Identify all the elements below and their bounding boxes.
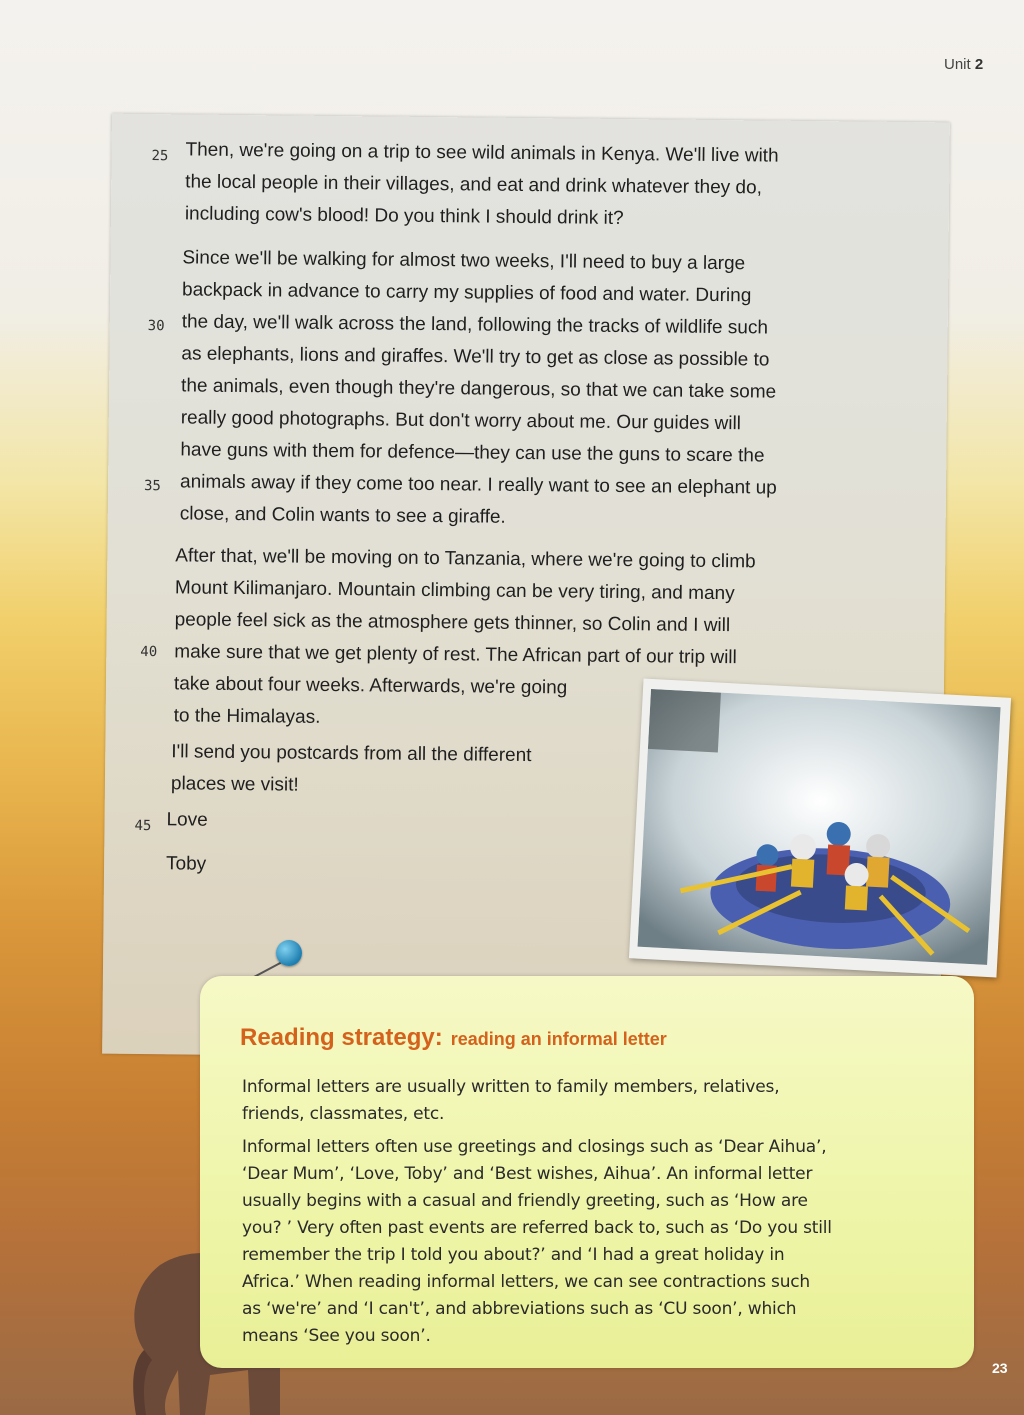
letter-line: I'll send you postcards from all the different	[171, 741, 532, 767]
strategy-body	[242, 1074, 962, 1356]
line-number-45: 45	[134, 817, 152, 835]
rafting-photo-image	[638, 689, 1001, 965]
letter-line: places we visit!	[170, 773, 299, 796]
strategy-paragraph-1	[242, 1074, 962, 1128]
unit-word: Unit	[944, 56, 971, 73]
letter-line: animals away if they come too near. I really want to see an elephant up	[179, 471, 777, 499]
strategy-line: Informal letters often use greetings and closings such as ‘Dear Aihua’,	[242, 1137, 827, 1157]
line-number-35: 35	[143, 477, 161, 495]
reading-strategy-box	[200, 976, 974, 1368]
letter-line: make sure that we get plenty of rest. The African part of our trip will	[174, 641, 737, 669]
strategy-line: Africa.’ When reading informal letters, we can see contractions such	[242, 1272, 811, 1292]
letter-line: people feel sick as the atmosphere gets thinner, so Colin and I will	[174, 609, 731, 637]
push-pin-icon	[276, 940, 302, 966]
letter-line: including cow's blood! Do you think I should drink it?	[184, 203, 624, 230]
letter-line: take about four weeks. Afterwards, we're going	[173, 673, 568, 699]
strategy-paragraph-2	[242, 1134, 962, 1350]
letter-paragraph-2	[180, 242, 903, 538]
letter-line: as elephants, lions and giraffes. We'll try to get as close as possible to	[181, 343, 770, 371]
strategy-subtitle: reading an informal letter	[450, 1029, 667, 1049]
letter-line: Mount Kilimanjaro. Mountain climbing can be very tiring, and many	[174, 577, 735, 605]
strategy-line: friends, classmates, etc.	[242, 1104, 445, 1124]
letter-line: After that, we'll be moving on to Tanzania, where we're going to climb	[175, 545, 756, 573]
line-number-25: 25	[151, 148, 169, 165]
strategy-line: you? ’ Very often past events are referred back to, such as ‘Do you still	[242, 1218, 832, 1238]
letter-line: the day, we'll walk across the land, following the tracks of wildlife such	[181, 311, 769, 339]
rafting-illustration	[638, 689, 1001, 965]
unit-number: 2	[974, 56, 984, 73]
letter-line: to the Himalayas.	[173, 705, 321, 728]
strategy-line: remember the trip I told you about?’ and ‘I had a great holiday in	[242, 1245, 785, 1265]
strategy-line: Informal letters are usually written to family members, relatives,	[242, 1077, 780, 1097]
letter-line: Since we'll be walking for almost two weeks, I'll need to buy a large	[182, 247, 746, 275]
strategy-line: as ‘we're’ and ‘I can't’, and abbreviations such as ‘CU soon’, which	[242, 1299, 797, 1319]
letter-line: Then, we're going on a trip to see wild animals in Kenya. We'll live with	[185, 139, 779, 167]
letter-signature-toby: Toby	[165, 853, 207, 875]
letter-line: have guns with them for defence—they can use the guns to scare the	[180, 439, 765, 467]
strategy-line: ‘Dear Mum’, ‘Love, Toby’ and ‘Best wishes, Aihua’. An informal letter	[242, 1164, 813, 1184]
letter-paragraph-1	[185, 134, 906, 238]
letter-line: backpack in advance to carry my supplies of food and water. During	[181, 279, 752, 307]
line-number-40: 40	[140, 643, 158, 661]
page-number: 23	[992, 1360, 1008, 1376]
unit-label	[944, 56, 983, 73]
letter-line: really good photographs. But don't worry about me. Our guides will	[180, 407, 742, 435]
rafting-photo	[629, 679, 1011, 978]
line-number-30: 30	[147, 318, 165, 335]
strategy-title: Reading strategy:	[240, 1024, 443, 1051]
letter-line: close, and Colin wants to see a giraffe.	[179, 503, 506, 528]
strategy-line: means ‘See you soon’.	[242, 1326, 431, 1346]
letter-closing-love: Love	[166, 809, 208, 831]
strategy-line: usually begins with a casual and friendly greeting, such as ‘How are	[242, 1191, 808, 1211]
letter-line: the local people in their villages, and eat and drink whatever they do,	[185, 171, 763, 199]
letter-line: the animals, even though they're dangerous, so that we can take some	[180, 375, 777, 403]
strategy-heading	[240, 1024, 667, 1052]
